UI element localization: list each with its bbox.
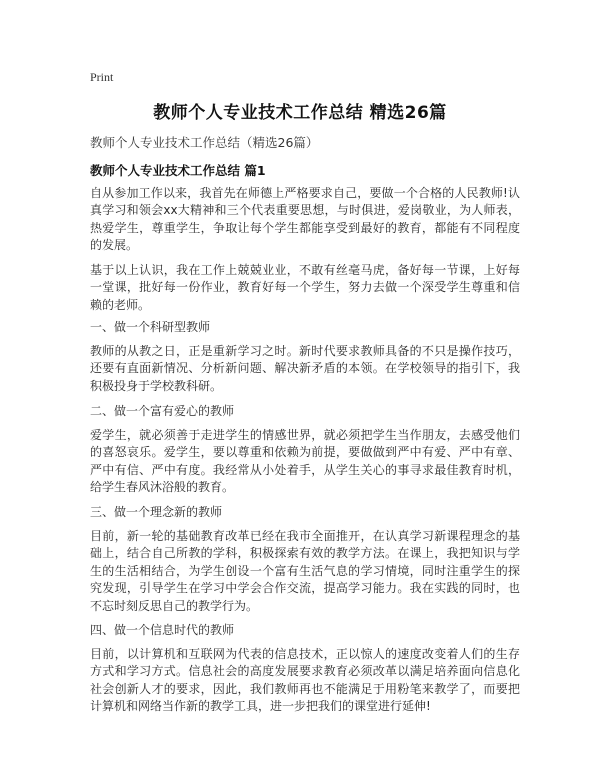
section-heading: 教师个人专业技术工作总结 篇1 xyxy=(90,163,266,178)
sub-heading-1: 一、做一个科研型教师 xyxy=(90,320,211,334)
intro-paragraph-1: 自从参加工作以来，我首先在师德上严格要求自己，要做一个合格的人民教师!认真学习和领会xx大精神和三个代表重要思想，与时俱进，爱岗敬业，为人师表，热爱学生，尊重学生，争取让每个学生都能享受到最好的教育，都能有不同程度的发展。 xyxy=(90,186,520,253)
print-link[interactable]: Print xyxy=(90,70,114,84)
document-title: 教师个人专业技术工作总结 精选26篇 xyxy=(153,103,447,123)
section-paragraph-4: 目前，以计算机和互联网为代表的信息技术，正以惊人的速度改变着人们的生存方式和学习方式。信息社会的高度发展要求教育必须改革以满足培养面向信息化社会创新人才的要求，因此，我们教师再也不能满足于用粉笔来教学了，而要把计算机和网络当作新的教学工具，进一步把我们的课堂进行延伸! xyxy=(90,647,520,714)
document-subtitle: 教师个人专业技术工作总结（精选26篇） xyxy=(90,135,319,150)
section-paragraph-1: 教师的从教之日，正是重新学习之时。新时代要求教师具备的不只是操作技巧，还要有直面新情况、分析新问题、解决新矛盾的本领。在学校领导的指引下，我积极投身于学校教科研。 xyxy=(90,344,520,393)
sub-heading-2: 二、做一个富有爱心的教师 xyxy=(90,404,235,418)
intro-paragraph-2: 基于以上认识，我在工作上兢兢业业，不敢有丝毫马虎，备好每一节课，上好每一堂课，批好每一份作业，教育好每一个学生，努力去做一个深受学生尊重和信赖的老师。 xyxy=(90,263,520,312)
section-paragraph-3: 目前，新一轮的基础教育改革已经在我市全面推开，在认真学习新课程理念的基础上，结合自己所教的学科，积极探索有效的教学方法。在课上，我把知识与学生的生活相结合，为学生创设一个富有生活气息的学习情境，同时注重学生的探究发现，引导学生在学习中学会合作交流，提高学习能力。我在实践的同时，也不忘时刻反思自己的教学行为。 xyxy=(90,529,520,613)
sub-heading-4: 四、做一个信息时代的教师 xyxy=(90,623,235,637)
sub-heading-3: 三、做一个理念新的教师 xyxy=(90,505,223,519)
section-paragraph-2: 爱学生，就必须善于走进学生的情感世界，就必须把学生当作朋友，去感受他们的喜怒哀乐。爱学生，要以尊重和依赖为前提，要做做到严中有爱、严中有章、严中有信、严中有度。我经常从小处着手，从学生关心的事寻求最佳教育时机，给学生春风沐浴般的教育。 xyxy=(90,428,520,495)
